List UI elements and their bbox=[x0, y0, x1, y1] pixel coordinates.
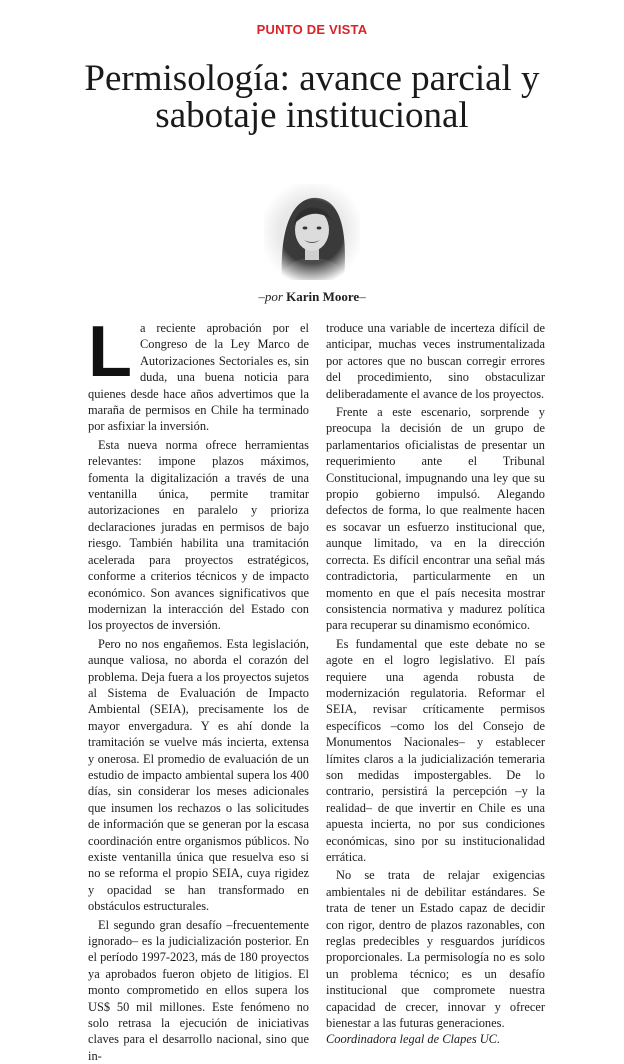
paragraph: Pero no nos engañemos. Esta legislación, aunque valiosa, no aborda el corazón del problema. Deja fuera a los proyectos sujetos al Sistema de Evaluación de Impacto Ambiental (SEIA), precisamente los de mayor envergadura. Y es ahí donde la tramitación se vuelve más incierta, extensa y onerosa. El promedio de evaluación de un estudio de impacto ambiental supera los 400 días, sin considerar los meses adicionales que insumen los rechazos o las solicitudes de información que se generan por la escasa coordinación entre organismos públicos. No existe ventanilla única que resuelva eso si no se reforma el propio SEIA, cuya rigidez y opacidad se han transformado en obstáculos estructurales. bbox=[88, 636, 309, 914]
paragraph-text: a reciente aprobación por el Congreso de la Ley Marco de Autorizaciones Sectoriales es, sin duda, una buena noticia para quienes desde hace años advertimos que la maraña de permisos en Chile ha terminado por asfixiar la inversión. bbox=[88, 321, 309, 434]
byline bbox=[0, 289, 624, 305]
author-signature: Coordinadora legal de Clapes UC. bbox=[326, 1032, 501, 1047]
paragraph: No se trata de relajar exigencias ambientales ni de debilitar estándares. Se trata de tener un Estado capaz de decidir con rigor, dentro de plazos razonables, con reglas predecibles y resguardos jurídicos proporcionales. La permisología no es solo un problema técnico; es un desafío institucional que compromete nuestra capacidad de crecer, innovar y ofrecer bienestar a las futuras generaciones. bbox=[326, 868, 545, 1031]
paragraph bbox=[88, 312, 309, 435]
drop-cap: L bbox=[88, 312, 132, 392]
article-column-right bbox=[326, 320, 545, 1048]
paragraph: Es fundamental que este debate no se agote en el logro legislativo. El país requiere una agenda robusta de modernización regulatoria. Reformar el SEIA, revisar críticamente permisos específicos –como los del Consejo de Monumentos Nacionales– y establecer límites claros a la judicialización temeraria son medidas impostergables. De lo contrario, persistirá la percepción –y la realidad– de que invertir en Chile es una apuesta incierta, no por sus condiciones económicas, sino por su institucionalidad errática. bbox=[326, 636, 545, 864]
paragraph: Frente a este escenario, sorprende y preocupa la decisión de un grupo de parlamentarios oficialistas de presentar un requerimiento ante el Tribunal Constitucional, impugnando una ley que su propio gobierno impulsó. Alegando defectos de forma, lo que realmente hacen es socavar un esfuerzo institucional que, aunque limitado, va en la dirección correcta. Es difícil encontrar una señal más contradictoria, particularmente en un momento en que el país necesita mostrar consistencia normativa y madurez política para recuperar su dinamismo económico. bbox=[326, 405, 545, 633]
paragraph: Esta nueva norma ofrece herramientas relevantes: impone plazos máximos, fomenta la digitalización a través de una ventanilla única, permite tramitar autorizaciones en paralelo y prioriza declaraciones juradas en permisos de bajo riesgo. También habilita una tramitación acelerada para proyectos estratégicos, conforme a criterios técnicos y de impacto económico. Son avances significativos que modernizan la interacción del Estado con los proyectos de inversión. bbox=[88, 437, 309, 633]
section-label: PUNTO DE VISTA bbox=[256, 22, 368, 37]
paragraph: troduce una variable de incerteza difícil de anticipar, muchas veces instrumentalizada por actores que no buscan corregir errores del procedimiento, sino obstaculizar deliberadamente el avance de los proyectos. bbox=[326, 321, 545, 401]
headline: Permisología: avance parcial y sabotaje institucional bbox=[84, 58, 540, 136]
author-name: Karin Moore bbox=[286, 289, 360, 304]
byline-prefix: –por bbox=[258, 289, 283, 304]
article-column-left bbox=[88, 312, 309, 1064]
paragraph: El segundo gran desafío –frecuentemente ignorado– es la judicialización posterior. En el período 1997-2023, más de 180 proyectos ya aprobados fueron objeto de litigios. El monto comprometido en ellos supera los US$ 50 mil millones. Este fenómeno no solo retrasa la ejecución de iniciativas claves para el desarrollo nacional, sino que in- bbox=[88, 917, 309, 1063]
author-portrait bbox=[264, 184, 360, 280]
byline-suffix: – bbox=[359, 289, 366, 304]
